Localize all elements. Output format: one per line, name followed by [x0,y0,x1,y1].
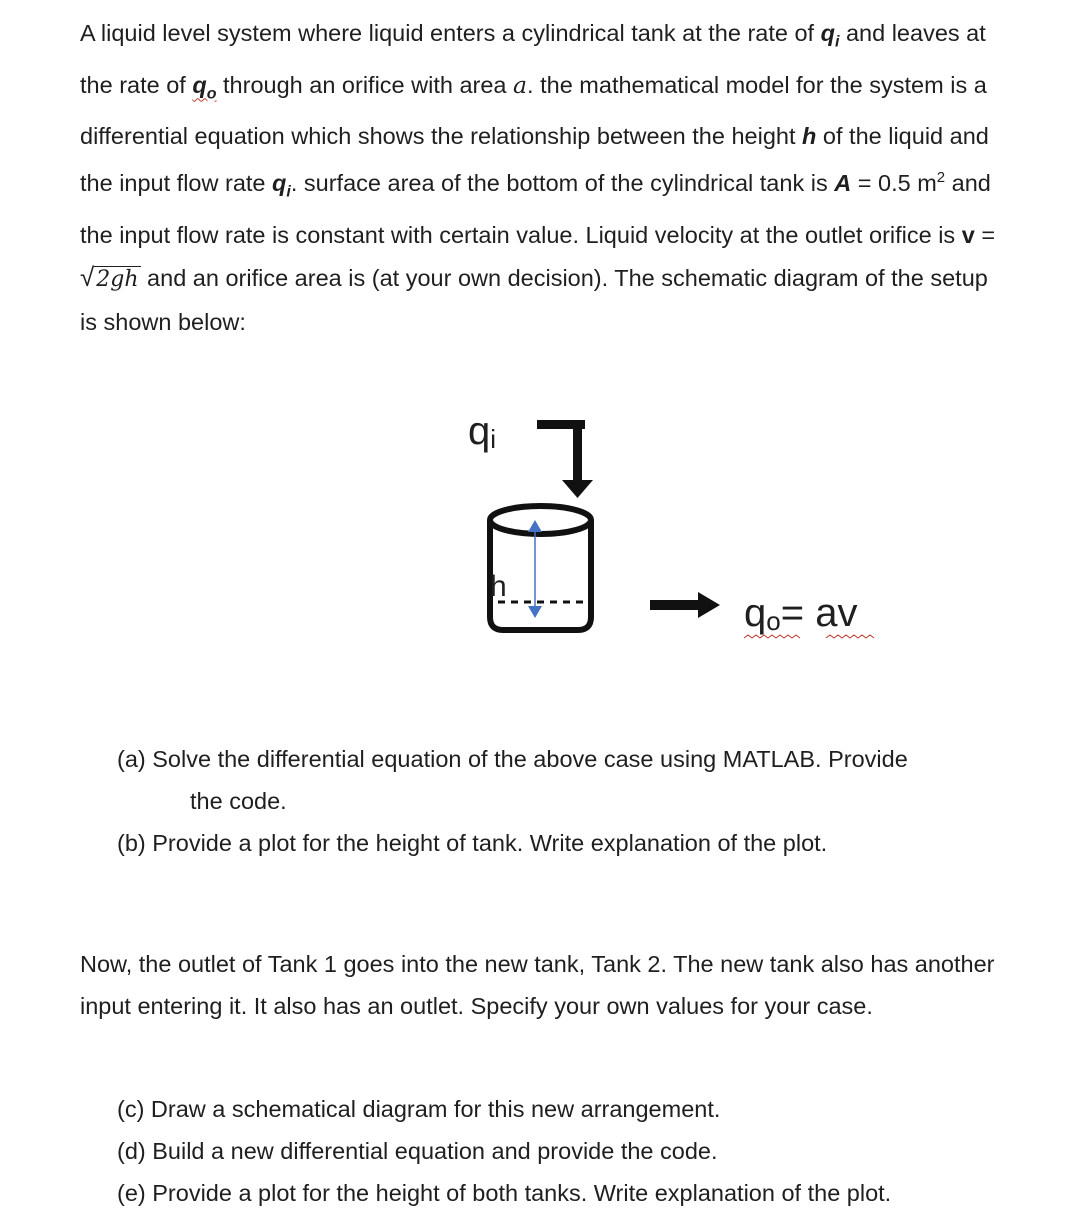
question-a-continued: the code. [190,788,287,814]
cylindrical-tank [490,506,591,630]
diagram-qo-label: qo= av [744,591,858,636]
question-d: (d) Build a new differential equation and provide the code. [117,1138,718,1164]
question-e: (e) Provide a plot for the height of both tanks. Write explanation of the plot. [117,1180,892,1206]
question-c: (c) Draw a schematical diagram for this new arrangement. [117,1096,721,1122]
diagram-h-label: h [490,570,507,603]
spellcheck-squiggle [744,635,800,638]
spellcheck-squiggle [826,635,874,638]
question-a: (a) Solve the differential equation of the above case using MATLAB. Provide [117,746,908,772]
part2-intro: Now, the outlet of Tank 1 goes into the new tank, Tank 2. The new tank also has another input entering it. It also has an outlet. Specify your own values for your case. [80,951,995,1019]
sqrt-expression: √2gh [80,261,139,292]
question-b: (b) Provide a plot for the height of tank. Write explanation of the plot. [117,830,828,856]
qi-symbol-2: $q_i$ [272,170,291,201]
inlet-arrow [537,420,593,498]
qo-symbol: $q_o$ [192,71,217,103]
outlet-arrow [650,592,720,618]
a-symbol: a [513,70,528,99]
area-symbol: A [834,170,852,197]
problem-intro: A liquid level system where liquid enters a cylindrical tank at the rate of $q_i$ and leaves at the rate of $q_o$ through an orifice with area a. the mathematical model for the system is a differential equation which shows the relationship between the height h of the liquid and the input flow rate $q_i$. surface area of the bottom of the cylindrical tank is A = 0.5 $m^2$ and the input flow rate is constant with certain value. Liquid velocity at the outlet orifice is v = √2gh and an orifice area is (at your own decision). The schematic diagram of the setup is shown below: [80,20,996,335]
v-symbol: v [961,221,975,248]
qi-symbol: $q_i$ [820,20,840,51]
tank-schematic [0,380,1080,680]
h-symbol: h [802,123,817,150]
diagram-qi-label: qi [468,409,497,454]
